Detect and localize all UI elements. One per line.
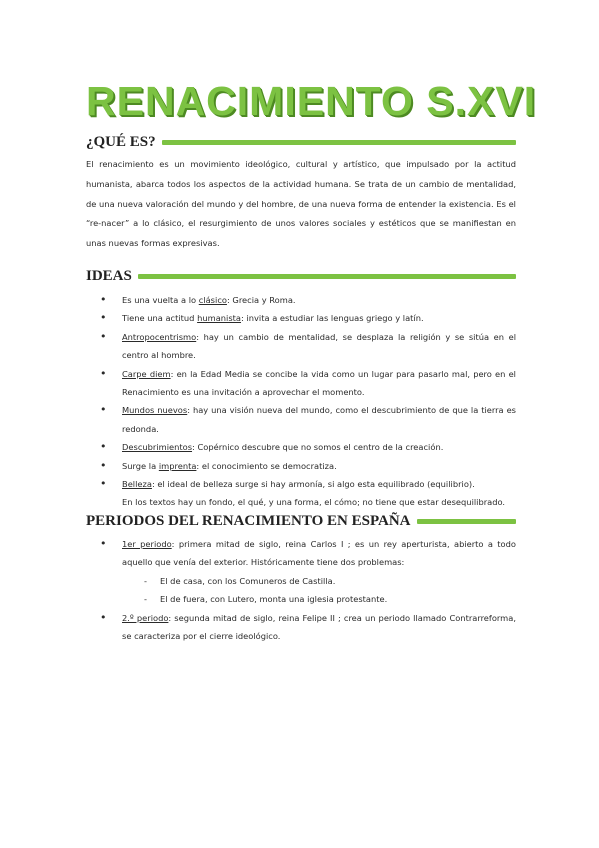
heading-underline-bar <box>417 519 517 524</box>
section-heading: IDEAS <box>86 268 132 284</box>
section-heading: PERIODOS DEL RENACIMIENTO EN ESPAÑA <box>86 513 411 529</box>
sub-list <box>122 572 516 609</box>
list-item: • Descubrimientos: Copérnico descubre que no somos el centro de la creación. <box>86 438 516 456</box>
ideas-list <box>86 291 516 512</box>
list-item: • Carpe diem: en la Edad Media se concibe la vida como un lugar para pasarlo mal, pero en el Renacimiento es una invitación a aprovechar el momento. <box>86 365 516 402</box>
list-item: • 2.º periodo: segunda mitad de siglo, reina Felipe II ; crea un periodo llamado Contrarreforma, se caracteriza por el cierre ideológico. <box>86 609 516 646</box>
section-heading: ¿QUÉ ES? <box>86 134 156 150</box>
list-item: • Tiene una actitud humanista: invita a estudiar las lenguas griego y latín. <box>86 309 516 327</box>
list-item: • Mundos nuevos: hay una visión nueva del mundo, como el descubrimiento de que la tierra es redonda. <box>86 401 516 438</box>
list-item: • Belleza: el ideal de belleza surge si hay armonía, si algo esta equilibrado (equilibrio). En los textos hay un fondo, el qué, y una forma, el cómo; no tiene que estar desequilibrado. <box>86 475 516 512</box>
section-que-es-header <box>86 134 516 151</box>
section-periodos-header <box>86 513 516 530</box>
list-item: • Antropocentrismo: hay un cambio de mentalidad, se desplaza la religión y se sitúa en el centro al hombre. <box>86 328 516 365</box>
que-es-paragraph: El renacimiento es un movimiento ideológico, cultural y artístico, que impulsado por la actitud humanista, abarca todos los aspectos de la actividad humana. Se trata de un cambio de mentalidad, de una nueva valoración del mundo y del hombre, de una nueva forma de entender la existencia. Es el “re-nacer” a lo clásico, el resurgimiento de unos valores sociales y estéticos que se manifiestan en unas nuevas formas expresivas. <box>86 159 516 249</box>
page-title: RENACIMIENTO S.XVI <box>86 78 537 124</box>
heading-underline-bar <box>162 140 516 145</box>
sub-list-item: - El de casa, con los Comuneros de Castilla. <box>122 572 516 590</box>
section-ideas-header <box>86 268 516 285</box>
list-item-continuation: En los textos hay un fondo, el qué, y una forma, el cómo; no tiene que estar desequilibrado. <box>122 497 506 508</box>
heading-underline-bar <box>138 274 516 279</box>
list-item: • Surge la imprenta: el conocimiento se democratiza. <box>86 457 516 475</box>
sub-list-item: - El de fuera, con Lutero, monta una iglesia protestante. <box>122 590 516 608</box>
list-item: • Es una vuelta a lo clásico: Grecia y Roma. <box>86 291 516 309</box>
list-item: • 1er periodo: primera mitad de siglo, reina Carlos I ; es un rey aperturista, abierto a todo aquello que venía del exterior. Históricamente tiene dos problemas: - El de casa, con los Comuneros de Castilla. - El de fuera, con Lutero, monta una iglesia protestante. <box>86 535 516 609</box>
periodos-list <box>86 535 516 645</box>
